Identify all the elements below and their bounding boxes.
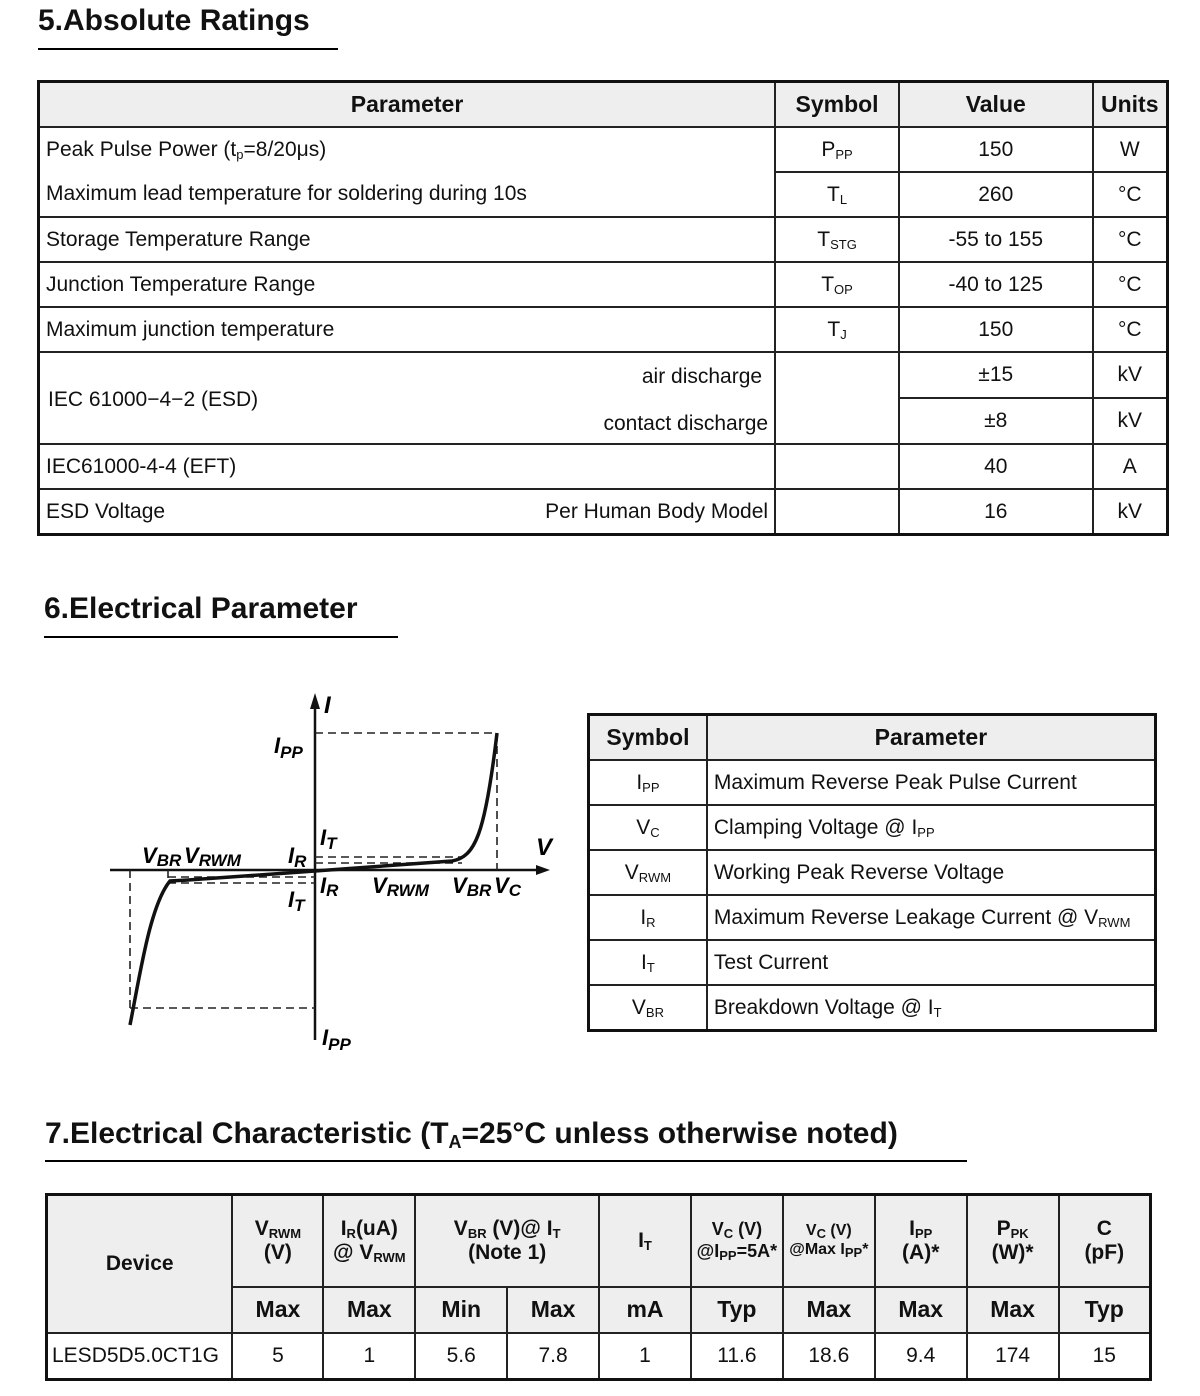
value-cell: 16: [899, 489, 1093, 535]
subheader-cell: Max: [783, 1287, 875, 1333]
unit-cell: °C: [1093, 172, 1168, 217]
header-parameter: Parameter: [707, 715, 1156, 761]
header-device: Device: [47, 1195, 233, 1333]
table-row: [39, 307, 1168, 352]
section-title-electrical-parameter: 6.Electrical Parameter: [44, 592, 358, 625]
table-row: [47, 1333, 1151, 1380]
value-cell: 150: [899, 127, 1093, 172]
table-row: [589, 940, 1156, 985]
air-discharge-label: air discharge: [641, 365, 763, 388]
value-cell: ±15: [899, 352, 1093, 398]
param-cell-esd: [39, 352, 776, 444]
param-cell: ESD Voltage Per Human Body Model: [39, 489, 776, 535]
symbol-cell: $T_L$: [775, 172, 899, 217]
value-cell: 174: [967, 1333, 1059, 1380]
param-cell: Test Current: [707, 940, 1156, 985]
section-underline: [45, 1160, 967, 1162]
param-cell: Storage Temperature Range: [39, 217, 776, 262]
section-underline: [38, 48, 338, 50]
header-vbr: $V_{BR}$ (V)@ $I_T$ (Note 1): [415, 1195, 599, 1287]
label-ipp-bottom: $I_{PP}$: [322, 1025, 351, 1054]
table-row: [39, 489, 1168, 535]
subheader-cell: mA: [599, 1287, 691, 1333]
value-cell: 15: [1059, 1333, 1151, 1380]
param-cell: Clamping Voltage @ $I_{PP}$: [707, 805, 1156, 850]
symbol-cell: $V_{RWM}$: [589, 850, 707, 895]
symbol-cell: $V_C$: [589, 805, 707, 850]
symbol-cell: $T_{STG}$: [775, 217, 899, 262]
param-cell: Working Peak Reverse Voltage: [707, 850, 1156, 895]
unit-cell: °C: [1093, 217, 1168, 262]
y-axis-arrow: [310, 693, 320, 709]
header-symbol: Symbol: [589, 715, 707, 761]
value-cell: -40 to 125: [899, 262, 1093, 307]
unit-cell: °C: [1093, 307, 1168, 352]
value-cell: 1: [323, 1333, 415, 1380]
label-I: I: [324, 692, 331, 719]
header-it: $I_T$: [599, 1195, 691, 1287]
subheader-cell: Min: [415, 1287, 507, 1333]
table-row: [589, 760, 1156, 805]
label-vrwm-left: VRWM: [184, 843, 241, 870]
value-cell: 5: [232, 1333, 323, 1380]
device-cell: LESD5D5.0CT1G: [47, 1333, 233, 1380]
label-it-top: IT: [320, 825, 337, 853]
value-cell: 40: [899, 444, 1093, 489]
subheader-cell: Max: [875, 1287, 967, 1333]
param-cell: Maximum junction temperature: [39, 307, 776, 352]
table-row: [39, 172, 1168, 217]
symbol-cell: [775, 352, 899, 444]
value-cell: -55 to 155: [899, 217, 1093, 262]
subheader-cell: Max: [232, 1287, 323, 1333]
symbol-cell: $I_R$: [589, 895, 707, 940]
table-row: [589, 850, 1156, 895]
header-ppk: $P_{PK}$ (W)*: [967, 1195, 1059, 1287]
header-value: Value: [899, 82, 1093, 128]
symbol-cell: $P_{PP}$: [775, 127, 899, 172]
symbol-cell: [775, 489, 899, 535]
unit-cell: A: [1093, 444, 1168, 489]
subheader-cell: Max: [323, 1287, 415, 1333]
label-vbr-left: VBR: [142, 843, 182, 870]
subheader-cell: Typ: [691, 1287, 783, 1333]
table-row: [39, 217, 1168, 262]
table-row: [589, 895, 1156, 940]
value-cell: 9.4: [875, 1333, 967, 1380]
section-underline: [44, 636, 398, 638]
value-cell: 260: [899, 172, 1093, 217]
unit-cell: °C: [1093, 262, 1168, 307]
header-parameter: Parameter: [39, 82, 776, 128]
header-symbol: Symbol: [775, 82, 899, 128]
table-row: [39, 352, 1168, 398]
header-c: C (pF): [1059, 1195, 1151, 1287]
param-cell: Maximum lead temperature for soldering during 10s: [39, 172, 776, 217]
iv-curve: [130, 733, 497, 1025]
value-cell: 150: [899, 307, 1093, 352]
value-cell: 18.6: [783, 1333, 875, 1380]
label-vbr-right: VBR: [452, 873, 492, 900]
value-cell: 11.6: [691, 1333, 783, 1380]
unit-cell: kV: [1093, 489, 1168, 535]
value-cell: 5.6: [415, 1333, 507, 1380]
table-row: [39, 262, 1168, 307]
symbol-cell: $I_T$: [589, 940, 707, 985]
label-ir-bottom: IR: [320, 873, 339, 900]
table-header-row: [47, 1195, 1151, 1287]
header-vc-5a: $V_C$ (V) $@I_{PP}=5A*$: [691, 1195, 783, 1287]
symbol-definition-table: [587, 713, 1157, 1032]
absolute-ratings-table: [37, 80, 1169, 536]
symbol-cell: $T_J$: [775, 307, 899, 352]
label-vrwm-right: VRWM: [372, 873, 429, 900]
label-ir-left: IR: [288, 843, 307, 871]
table-row: [39, 127, 1168, 172]
header-vc-max: $V_C$ (V) @Max $I_{PP}*$: [783, 1195, 875, 1287]
value-cell: ±8: [899, 398, 1093, 444]
electrical-characteristic-table: [45, 1193, 1152, 1381]
subheader-cell: Max: [507, 1287, 599, 1333]
unit-cell: W: [1093, 127, 1168, 172]
symbol-cell: $T_{OP}$: [775, 262, 899, 307]
param-cell: Junction Temperature Range: [39, 262, 776, 307]
header-units: Units: [1093, 82, 1168, 128]
iv-characteristic-diagram: [100, 685, 570, 1055]
x-axis-arrow: [536, 865, 550, 875]
subheader-cell: Max: [967, 1287, 1059, 1333]
section-title-absolute-ratings: 5.Absolute Ratings: [38, 4, 310, 37]
param-cell: Maximum Reverse Leakage Current @ $V_{RWM}$: [707, 895, 1156, 940]
table-row: [39, 444, 1168, 489]
param-cell: Peak Pulse Power $(t_p=8/20\mu s)$: [39, 127, 776, 172]
symbol-cell: $V_{BR}$: [589, 985, 707, 1031]
param-cell: IEC61000-4-4 (EFT): [39, 444, 776, 489]
param-cell: Maximum Reverse Peak Pulse Current: [707, 760, 1156, 805]
label-it-bottom: IT: [288, 887, 305, 915]
header-ir: $I_R(uA)$ @ $V_{RWM}$: [323, 1195, 415, 1287]
unit-cell: kV: [1093, 352, 1168, 398]
header-vrwm: $V_{RWM}$ (V): [232, 1195, 323, 1287]
label-vc: VC: [494, 873, 521, 900]
value-cell: 7.8: [507, 1333, 599, 1380]
esd-label: IEC 61000−4−2 (ESD): [48, 388, 259, 411]
param-cell: Breakdown Voltage @ $I_T$: [707, 985, 1156, 1031]
symbol-cell: [775, 444, 899, 489]
table-row: [589, 985, 1156, 1031]
label-V: V: [536, 834, 553, 861]
unit-cell: kV: [1093, 398, 1168, 444]
subheader-cell: Typ: [1059, 1287, 1151, 1333]
section-title-electrical-characteristic: 7.Electrical Characteristic ($T_A=25^\circ C$ unless otherwise noted): [45, 1117, 898, 1152]
label-ipp-top: $I_{PP}$: [274, 733, 303, 762]
table-header-row: [589, 715, 1156, 761]
header-ipp: $I_{PP}$ (A)*: [875, 1195, 967, 1287]
hbm-note: Per Human Body Model: [545, 499, 769, 523]
symbol-cell: $I_{PP}$: [589, 760, 707, 805]
contact-discharge-label: contact discharge: [603, 412, 769, 435]
value-cell: 1: [599, 1333, 691, 1380]
table-row: [589, 805, 1156, 850]
table-header-row: [39, 82, 1168, 128]
